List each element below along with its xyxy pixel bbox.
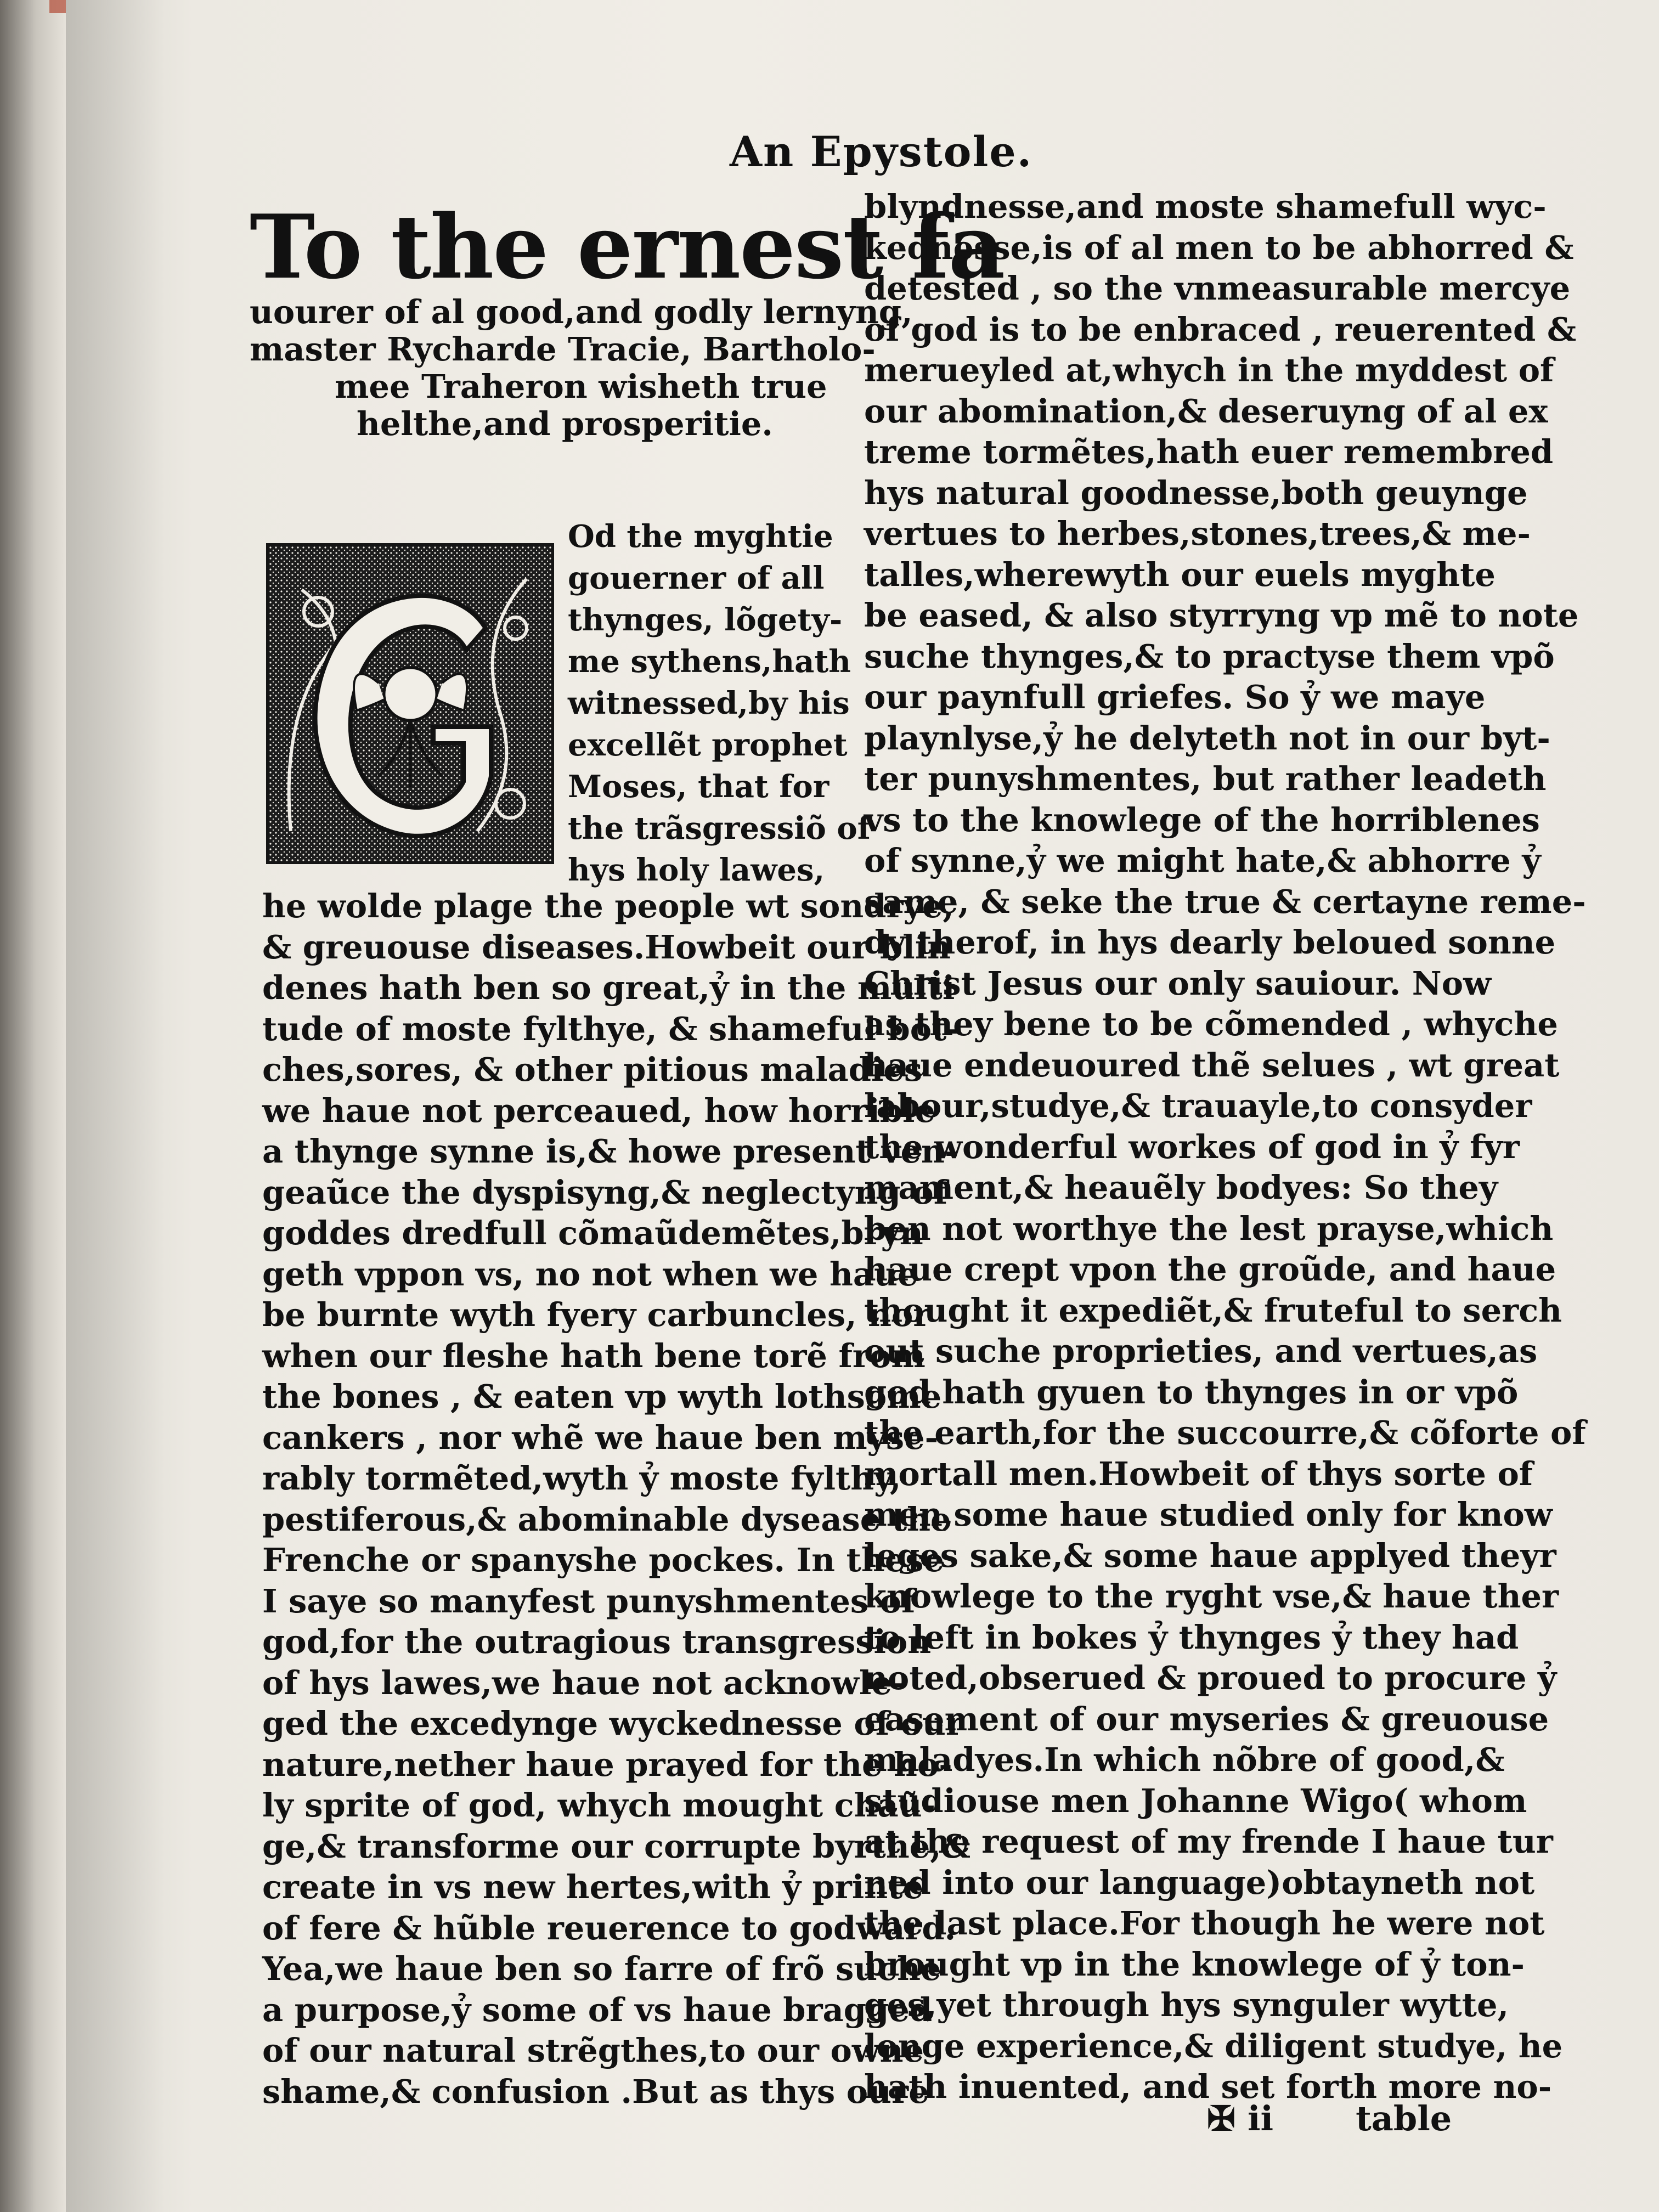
text-line: haue crept vpon the groũde, and haue — [864, 1250, 1556, 1288]
text-line: we haue not perceaued, how horrible — [262, 1091, 935, 1130]
text-line: detested , so the vnmeasurable mercye — [864, 269, 1571, 307]
text-line: Od the myghtie — [568, 518, 833, 555]
text-line: create in vs new hertes,with ỷ printe — [262, 1868, 923, 1906]
text-line: cankers , nor whẽ we haue ben myse- — [262, 1418, 939, 1457]
text-line: witnessed,by his — [568, 685, 850, 721]
text-line: playnlyse,ỷ he delyteth not in our byt- — [864, 719, 1550, 757]
greeting-line: uourer of al good,and godly lernyng, — [250, 293, 913, 331]
text-line: tude of moste fylthye, & shameful bot- — [262, 1009, 960, 1048]
text-line: mortall men.Howbeit of thys sorte of — [864, 1454, 1533, 1493]
text-line: men,some haue studied only for know — [864, 1496, 1553, 1533]
text-line: god,for the outragious transgression — [262, 1623, 932, 1661]
text-line: I saye so manyfest punyshmentes of — [262, 1582, 916, 1620]
text-line: to left in bokes ỷ thynges ỷ they had — [864, 1618, 1519, 1656]
text-line: Yea,we haue ben so farre of frõ suche — [262, 1950, 941, 1988]
text-line: ges,yet through hys synguler wytte, — [864, 1986, 1509, 2024]
text-line: ge,& transforme our corrupte byrthe,& — [262, 1827, 971, 1865]
text-line: ter punyshmentes, but rather leadeth — [864, 760, 1547, 798]
text-line: shame,& confusion .But as thys oure — [262, 2072, 929, 2111]
greeting-line: mee Traheron wisheth true — [335, 368, 827, 405]
text-line: Christ Jesus our only sauiour. Now — [864, 964, 1491, 1002]
text-line: brought vp in the knowlege of ỷ ton- — [864, 1945, 1525, 1983]
text-line: studiouse men Johanne Wigo( whom — [864, 1781, 1527, 1820]
text-line: pestiferous,& abominable dysease the — [262, 1500, 951, 1538]
text-line: the bones , & eaten vp wyth lothsome — [262, 1378, 942, 1415]
text-line: thynges, lõgety- — [568, 602, 843, 638]
signature-mark: ii — [1247, 2098, 1274, 2138]
text-line: thought it expediẽt,& fruteful to serch — [864, 1291, 1562, 1329]
text-line: rably tormẽted,wyth ỷ moste fylthy, — [262, 1459, 901, 1497]
text-line: ly sprite of god, whych mought chaũ- — [262, 1786, 936, 1824]
text-line: treme tormẽtes,hath euer remembred — [864, 433, 1554, 471]
text-line: the earth,for the succourre,& cõforte of — [864, 1414, 1586, 1452]
text-line: gouerner of all — [568, 560, 825, 596]
text-line: as they bene to be cõmended , whyche — [864, 1005, 1558, 1043]
right-column — [864, 187, 1586, 2108]
text-line: labour,studye,& trauayle,to consyder — [864, 1087, 1532, 1125]
text-line: the trãsgressiõ of — [568, 810, 871, 847]
text-line: of our natural strẽgthes,to our owne — [262, 2032, 924, 2069]
text-line: mament,& heauẽly bodyes: So they — [864, 1169, 1498, 1206]
text-line: kednesse,is of al men to be abhorred & — [864, 228, 1574, 267]
catchword: table — [1356, 2098, 1452, 2138]
text-line: our paynfull griefes. So ỷ we maye — [864, 678, 1486, 716]
text-line: goddes dredfull cõmaũdemẽtes,bryn — [262, 1214, 923, 1252]
text-line: longe experience,& diligent studye, he — [864, 2027, 1563, 2065]
text-line: same, & seke the true & certayne reme- — [864, 882, 1586, 921]
signature-line — [1207, 2098, 1452, 2138]
text-line: excellẽt prophet — [568, 727, 848, 763]
text-line: talles,wherewyth our euels myghte — [864, 555, 1496, 594]
text-line: ben not worthye the lest prayse,which — [864, 1209, 1554, 1248]
greeting-line: master Rycharde Tracie, Bartholo- — [250, 330, 876, 368]
text-line: hys natural goodnesse,both geuynge — [864, 473, 1528, 512]
text-line: nature,nether haue prayed for the ho- — [262, 1745, 952, 1784]
text-line: denes hath ben so great,ỷ in the multi — [262, 969, 955, 1007]
text-line: haue endeuoured thẽ selues , wt great — [864, 1046, 1560, 1084]
text-line: ged the excedynge wyckednesse of our — [262, 1705, 963, 1742]
text-line: geth vppon vs, no not when we haue — [262, 1255, 918, 1293]
text-line: suche thynges,& to practyse them vpõ — [864, 637, 1555, 675]
text-line: leges sake,& some haue applyed theyr — [864, 1536, 1556, 1575]
text-line: at the request of my frende I haue tur — [864, 1822, 1553, 1860]
text-line: vs to the knowlege of the horriblenes — [864, 800, 1540, 839]
gutter-shadow — [66, 0, 165, 2212]
text-line: me sythens,hath — [568, 644, 851, 680]
text-line: easement of our myseries & greuouse — [864, 1700, 1549, 1738]
text-line: geaũce the dyspisyng,& neglectyng of — [262, 1173, 948, 1211]
text-line: be eased, & also styrryng vp mẽ to note — [864, 596, 1579, 634]
text-line: god hath gyuen to thynges in or vpõ — [864, 1373, 1519, 1411]
text-line: of fere & hũble reuerence to godward. — [262, 1909, 956, 1947]
text-line: be burnte wyth fyery carbuncles, nor — [262, 1296, 930, 1334]
book-binding — [0, 0, 66, 2212]
text-line: Frenche or spanyshe pockes. In these — [262, 1541, 945, 1579]
page-title: To the ernest fa — [250, 195, 1005, 298]
text-line: of hys lawes,we haue not acknowle- — [262, 1663, 906, 1702]
text-line: & greuouse diseases.Howbeit our blin — [262, 928, 951, 966]
decorated-initial — [266, 543, 554, 864]
text-line: maladyes.In which nõbre of good,& — [864, 1741, 1505, 1779]
greeting-line: helthe,and prosperitie. — [357, 405, 773, 443]
text-line: of synne,ỷ we might hate,& abhorre ỷ — [864, 842, 1541, 879]
text-line: dy therof, in hys dearly beloued sonne — [864, 923, 1556, 961]
text-line: hys holy lawes, — [568, 852, 825, 888]
text-line: merueyled at,whych in the myddest of — [864, 351, 1554, 389]
text-line: ches,sores, & other pitious maladies — [262, 1051, 923, 1088]
text-line: out suche proprieties, and vertues,as — [864, 1332, 1538, 1370]
text-line: Moses, that for — [568, 769, 830, 805]
text-line: a thynge synne is,& howe present ven- — [262, 1132, 958, 1170]
text-line: ned into our language)obtayneth not — [864, 1863, 1535, 1901]
text-beside-initial — [568, 516, 871, 891]
text-line: knowlege to the ryght vse,& haue ther — [864, 1577, 1559, 1615]
text-line: he wolde plage the people wt sondrye, — [262, 887, 954, 925]
text-line: our abomination,& deseruyng of al ex — [864, 392, 1548, 430]
text-line: noted,obserued & proued to procure ỷ — [864, 1659, 1557, 1697]
text-line: blyndnesse,and moste shamefull wyc- — [864, 188, 1547, 225]
text-line: hath inuented, and set forth more no- — [864, 2068, 1552, 2106]
text-line: a purpose,ỷ some of vs haue bragged — [262, 1990, 933, 2029]
text-line: when our fleshe hath bene torẽ from — [262, 1336, 926, 1375]
text-line: the last place.For though he were not — [864, 1904, 1545, 1942]
text-line: the wonderful workes of god in ỷ fyr — [864, 1127, 1520, 1166]
running-head: An Epystole. — [730, 127, 1033, 176]
text-line: of god is to be enbraced , reuerented & — [864, 310, 1577, 348]
text-line: vertues to herbes,stones,trees,& me- — [864, 515, 1531, 552]
greeting-block — [250, 294, 913, 443]
cross-icon: ✠ — [1207, 2098, 1235, 2138]
